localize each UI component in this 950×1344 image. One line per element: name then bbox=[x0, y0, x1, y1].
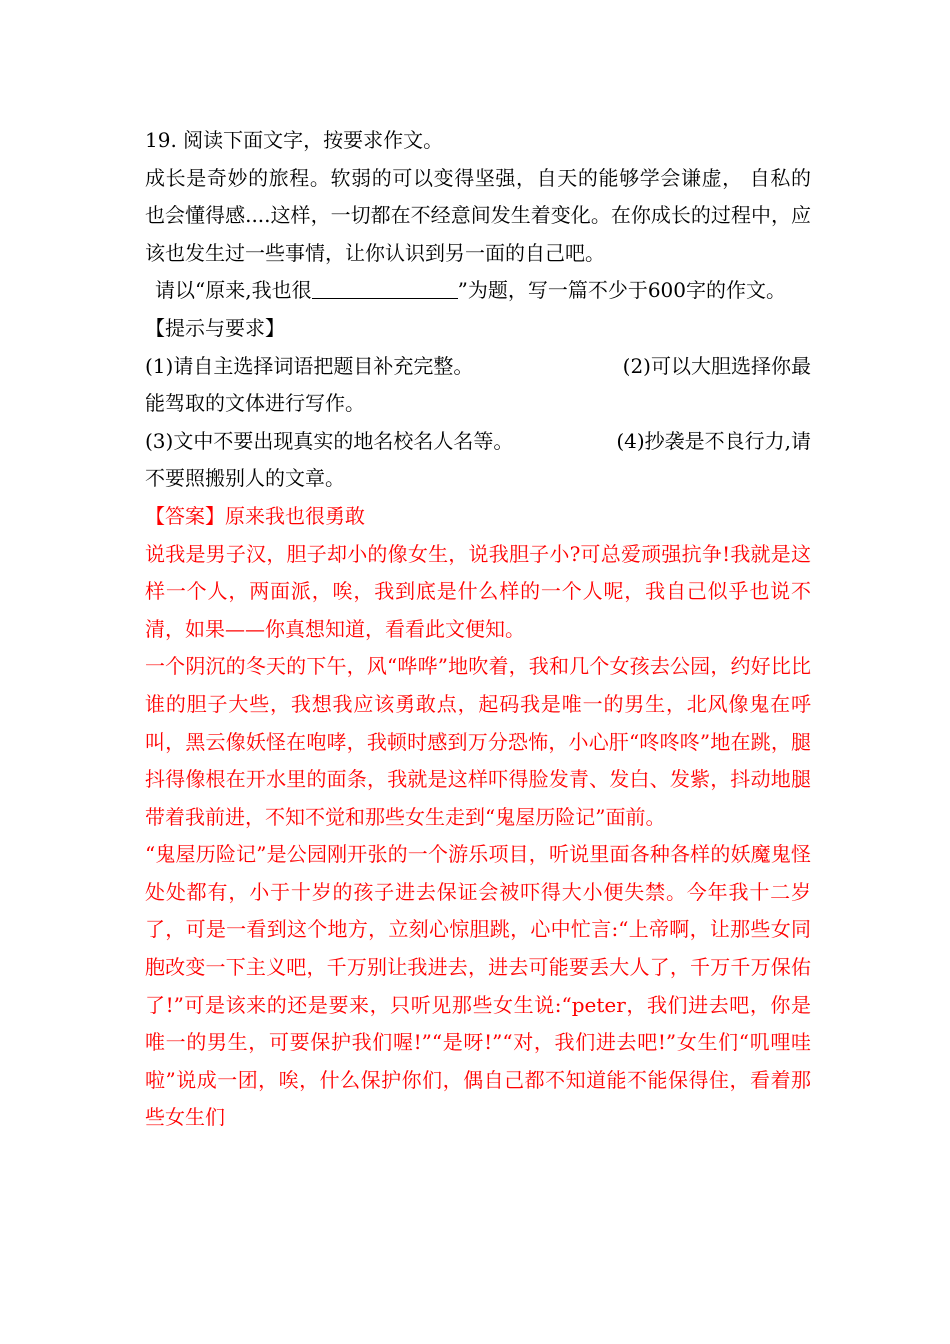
answer-paragraph-3: “鬼屋历险记”是公园刚开张的一个游乐项目，听说里面各种各样的妖魔鬼怪处处都有，小于十岁的孩子进去保证会被吓得大小便失禁。今年我十二岁了，可是一看到这个地方，立刻心惊胆跳，心中忙言:“上帝啊，让那些女同胞改变一下主义吧，千万别让我进去，进去可能要丢大人了，千万千万保佑了!”可是该来的还是要来，只听见那些女生说:“peter，我们进去吧，你是唯一的男生，可要保护我们喔!”“是呀!”“对，我们进去吧!”女生们“叽哩哇啦”说成一团，唉，什么保护你们，偶自己都不知道能不能保得住，看着那些女生们 bbox=[145, 842, 811, 1130]
requirement-2-end: 能驾取的文体进行写作。 bbox=[145, 391, 365, 416]
title-blank bbox=[312, 278, 458, 299]
requirements-row-2 bbox=[145, 423, 811, 461]
requirement-3: (3)文中不要出现真实的地名校名人名等。 bbox=[145, 428, 514, 453]
requirement-4-end: 不要照搬别人的文章。 bbox=[145, 466, 345, 491]
requirement-4-start: (4)抄袭是不良行力,请 bbox=[616, 428, 811, 453]
question-intro: 成长是奇妙的旅程。软弱的可以变得坚强，自天的能够学会谦虚， 自私的也会懂得感....这样，一切都在不经意间发生着变化。在你成长的过程中，应该也发生过一些事情，让你认识到另一面的自己吧。 bbox=[145, 165, 811, 265]
document-page bbox=[145, 122, 811, 1137]
requirement-2-start: (2)可以大胆选择你最 bbox=[622, 353, 811, 378]
prompt-after: ”为题，写一篇不少于600字的作文。 bbox=[457, 278, 786, 303]
question-title: 19. 阅读下面文字，按要求作文。 bbox=[145, 128, 444, 152]
answer-paragraph-1: 说我是男子汉，胆子却小的像女生，说我胆子小?可总爱顽强抗争!我就是这样一个人，两面派，唉，我到底是什么样的一个人呢，我自己似乎也说不清，如果——你真想知道，看看此文便知。 bbox=[145, 541, 811, 641]
requirement-1: (1)请自主选择词语把题目补充完整。 bbox=[145, 353, 474, 378]
tips-heading: 【提示与要求】 bbox=[145, 315, 285, 340]
essay-prompt bbox=[145, 272, 811, 310]
answer-paragraph-2: 一个阴沉的冬天的下午，风“哗哗”地吹着，我和几个女孩去公园，约好比比谁的胆子大些，我想我应该勇敢点，起码我是唯一的男生，北风像鬼在呼叫，黑云像妖怪在咆哮，我顿时感到万分恐怖，小心肝“咚咚咚”地在跳，腿抖得像根在开水里的面条，我就是这样吓得脸发青、发白、发紫，抖动地腿带着我前进，不知不觉和那些女生走到“鬼屋历险记”面前。 bbox=[145, 654, 811, 829]
prompt-before: 请以“原来,我也很 bbox=[155, 278, 312, 303]
requirements-row-1 bbox=[145, 348, 811, 386]
answer-heading: 【答案】原来我也很勇敢 bbox=[145, 503, 365, 528]
